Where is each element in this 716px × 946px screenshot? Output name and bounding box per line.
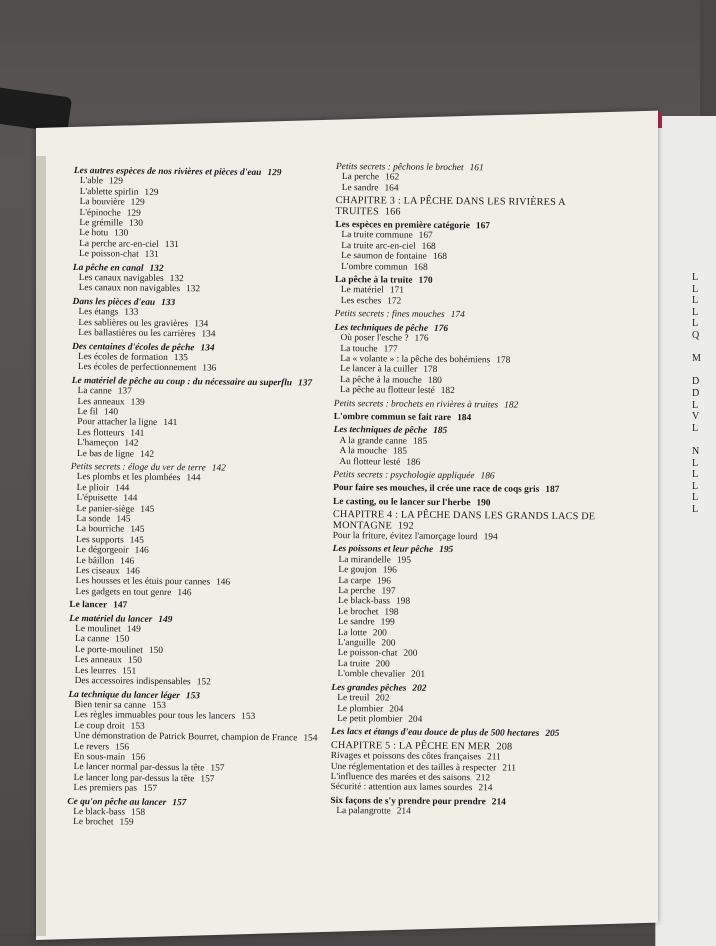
toc-entry-page: 142 [139,449,155,460]
toc-entry-page: 195 [396,555,411,566]
toc-entry-page: 153 [151,700,167,711]
toc-entry-page: 129 [130,197,145,208]
toc-entry-title: Le moulinet [75,624,121,635]
toc-entry-title: Petits secrets : éloge du ver de terre [70,461,206,474]
facing-page-letter: L [692,457,699,469]
toc-entry [333,497,619,510]
toc-entry-page: 204 [408,714,423,725]
toc-entry [333,510,619,533]
toc-entry-page: 129 [126,208,141,219]
toc-entry-title: Une démonstration de Patrick Bourret, champion de France [73,731,298,744]
toc-entry-title: Le grémille [79,218,123,229]
toc-entry-title: Petits secrets : psychologie appliquée [333,469,475,482]
toc-entry [71,449,333,462]
toc-entry-title: La truite [337,658,370,670]
toc-entry-title: Les gadgets en tout genre [75,586,172,598]
toc-entry-page: 166 [384,206,401,218]
facing-page-letter: L [692,272,699,283]
toc-entry-page: 141 [163,418,178,429]
facing-page-letter: M [692,353,701,365]
toc-entry-page: 157 [200,774,215,785]
toc-entry-page: 149 [158,614,173,625]
toc-entry-title: L'anguille [337,638,376,649]
toc-entry-title: Le hotu [79,228,109,239]
toc-entry-title: Au flotteur lesté [339,456,401,468]
toc-entry-page: 205 [545,729,560,740]
toc-entry-page: 214 [396,806,411,817]
toc-entry-title: A la grande canne [339,435,408,447]
toc-entry [334,385,620,398]
toc-entry-title: CHAPITRE 4 : LA PÊCHE DANS LES GRANDS LACS DE MONTAGNE [332,509,596,532]
toc-entry-title: La bouvière [79,197,125,208]
toc-entry-title: Les espèces en première catégorie [335,220,470,232]
toc-entry-page: 131 [144,249,159,261]
toc-entry-title: Le porte-moulinet [74,644,143,656]
toc-entry-title: La perche arc-en-ciel [79,238,159,250]
toc-entry [334,399,620,412]
toc-entry-title: Les leurres [74,665,117,677]
facing-page-letter: L [692,503,699,515]
toc-entry-page: 142 [124,438,139,449]
toc-entry-title: Le matériel du lancer [69,613,153,625]
facing-page-letter [692,342,701,354]
toc-entry-page: 152 [196,677,211,688]
toc-entry-title: L'épuisette [76,493,118,504]
facing-page-letter: L [692,318,699,330]
toc-entry-page: 129 [144,187,159,198]
toc-entry-page: 137 [117,386,132,397]
toc-entry-page: 185 [392,446,407,457]
toc-entry-title: Le sandre [337,617,375,628]
toc-entry-title: Des centaines d'écoles de pêche [72,341,195,353]
toc-entry-title: Le lancer long par-dessus la tête [73,772,195,785]
facing-page-letter: V [692,411,700,423]
toc-entry-title: Le casting, ou le lancer sur l'herbe [332,496,471,508]
toc-entry-page: 146 [134,545,149,557]
toc-entry-title: Les anneaux [77,396,125,408]
facing-page-letter: L [692,422,699,434]
toc-entry-title: Les canaux non navigables [78,283,181,295]
toc-entry-title: Pour la friture, évitez l'amorçage lourd [332,530,478,543]
toc-entry-title: La sonde [76,514,111,525]
toc-entry-title: Le black-bass [338,596,391,607]
toc-entry-page: 196 [382,565,397,576]
toc-entry-title: Le plioir [76,482,110,494]
toc-entry-page: 145 [130,525,145,536]
toc-entry [333,470,619,483]
toc-entry-title: Les ballastières ou les carrières [78,328,196,340]
toc-entry-page: 186 [406,457,421,468]
toc-entry-page: 146 [215,577,231,589]
toc-entry-title: Les grandes pêches [331,682,407,694]
toc-entry-page: 168 [413,262,428,273]
toc-entry [333,531,619,544]
toc-entry-title: Une réglementation et des tailles à respecter [330,761,497,773]
toc-entry-title: Le panier-siège [76,503,135,515]
toc-entry-page: 134 [201,329,216,340]
toc-entry [73,283,335,296]
toc-entry-title: Où poser l'esche ? [340,333,409,344]
toc-entry-title: Le petit plombier [337,713,403,725]
toc-entry [67,783,329,796]
toc-entry-title: Pour faire ses mouches, il crée une race de coqs gris [333,483,540,496]
toc-entry-page: 131 [164,239,179,250]
toc-entry-page: 170 [418,275,433,286]
toc-entry-title: La canne [74,634,110,645]
toc-entry-title: L'omble chevalier [337,669,406,680]
toc-entry-page: 198 [395,596,411,608]
toc-entry-title: Le lancer à la cuiller [340,364,418,376]
toc-entry-title: L'ablette spirlin [79,186,139,198]
facing-page-letter: L [692,399,699,411]
toc-entry-page: 200 [381,638,396,649]
toc-entry [331,669,617,682]
toc-entry-title: La perche [341,172,380,183]
toc-entry-title: Rivages et poissons des côtes françaises [330,751,482,763]
toc-entry-title: La lotte [337,627,367,638]
toc-entry-page: 201 [411,669,426,681]
page-edge [36,156,46,936]
toc-entry-page: 214 [478,783,493,794]
toc-entry [335,262,621,275]
toc-entry-page: 159 [119,817,134,829]
toc-entry-title: Le poisson-chat [79,249,139,260]
toc-entry-title: La carpe [338,575,371,586]
toc-entry-page: 129 [267,168,282,179]
toc-entry-title: La palangrotte [336,806,391,817]
toc-entry-title: La truite arc-en-ciel [341,240,416,252]
toc-entry-title: La pêche au flotteur lesté [339,385,435,396]
toc-entry-page: 157 [210,763,225,774]
toc-entry-page: 141 [130,428,145,439]
toc-entry-page: 145 [140,504,155,515]
toc-entry-title: Les étangs [78,307,119,318]
toc-entry-page: 200 [372,627,387,639]
toc-entry-page: 151 [122,666,137,677]
toc-entry-page: 212 [475,773,491,784]
toc-entry-title: Le bas de ligne [76,448,135,460]
toc-entry-page: 195 [439,545,454,556]
facing-page-letter: D [692,387,700,399]
toc-entry-title: La touche [340,343,378,354]
toc-entry-page: 197 [381,586,396,597]
toc-entry-title: A la mouche [339,446,387,457]
toc-right-column [330,162,622,819]
toc-entry-title: Les supports [76,534,124,546]
toc-entry-page: 153 [241,712,256,723]
toc-entry-title: Le dégorgeoir [75,545,129,556]
toc-entry-page: 178 [423,365,438,376]
toc-entry [336,196,622,219]
toc-entry-page: 185 [433,426,448,437]
toc-entry-page: 182 [504,400,519,411]
toc-entry-page: 172 [387,296,402,307]
toc-entry-title: L'ombre commun [341,261,408,273]
toc-entry-page: 164 [384,183,399,194]
toc-entry-title: Les écoles de perfectionnement [77,362,197,374]
toc-entry [335,296,621,309]
toc-entry-title: Le fil [77,406,99,418]
toc-entry-page: 146 [177,587,192,599]
facing-page-letter: N [692,445,700,457]
facing-page-letter: L [692,295,699,307]
toc-entry-page: 187 [545,485,560,496]
toc-entry-title: L'ombre commun se fait rare [333,411,452,423]
toc-entry-page: 180 [427,375,442,386]
toc-entry-page: 132 [185,284,201,295]
toc-entry-title: L'hameçon [77,438,119,449]
toc-entry-title: Les premiers pas [73,783,138,794]
toc-entry-title: Les autres espèces de nos rivières et pièces d'eau [73,166,262,178]
toc-entry-page: 157 [142,783,158,795]
toc-entry-title: Le matériel [340,285,384,296]
toc-entry-page: 194 [483,532,498,543]
toc-entry-title: Des accessoires indispensables [74,676,191,688]
toc-entry [72,328,334,341]
toc-entry-title: Les plombs et les plombées [76,472,181,484]
facing-page-letter: L [692,492,699,504]
toc-entry-title: Les règles immuables pour tous les lancers [74,710,236,723]
toc-entry-title: Le brochet [338,606,379,618]
toc-entry-page: 150 [115,634,130,646]
toc-entry-title: Le saumon de fontaine [341,251,427,263]
toc-entry-page: 129 [108,176,123,187]
toc-entry-title: L'able [79,176,103,187]
toc-left-column [67,166,336,830]
toc-entry-page: 200 [375,659,390,670]
toc-entry-title: La « volante » : la pêche des bohémiens [340,353,491,366]
toc-entry-page: 132 [149,263,164,274]
toc-entry-title: Le coup droit [74,720,125,732]
toc-entry-page: 136 [202,363,217,374]
toc-entry-title: Le goujon [338,565,377,576]
toc-entry-title: Les lacs et étangs d'eau douce de plus de 500 hectares [330,727,540,740]
toc-entry-title: La technique du lancer léger [68,689,180,701]
facing-page-letter [692,365,701,377]
toc-entry-title: CHAPITRE 3 : LA PÊCHE DANS LES RIVIÈRES A TRUITES [335,195,566,218]
toc-entry-page: 158 [130,807,146,818]
toc-entry-title: La canne [77,386,112,397]
toc-entry-page: 134 [194,318,209,330]
toc-entry-page: 156 [131,752,146,763]
toc-entry-title: Les housses et les étuis pour cannes [75,576,211,588]
toc-entry-title: Les techniques de pêche [333,425,428,437]
toc-entry-title: Les sablières ou les gravières [78,317,189,329]
toc-entry [335,309,621,322]
toc-entry-page: 211 [487,752,501,763]
toc-entry-page: 161 [469,163,484,174]
toc-entry-title: Sécurité : attention aux lames sourdes [330,782,473,794]
toc-entry-title: Six façons de s'y prendre pour prendre [330,795,486,808]
facing-page-letter: L [692,469,699,481]
toc-entry-page: 167 [418,231,433,242]
toc-entry-title: La pêche à la truite [334,275,413,286]
toc-entry-page: 132 [169,274,184,285]
toc-entry-page: 130 [128,218,143,229]
toc-entry-page: 157 [172,797,187,808]
toc-entry-page: 196 [376,575,391,587]
toc-entry [73,249,335,262]
toc-entry-page: 208 [496,741,513,753]
toc-entry-page: 190 [476,498,491,509]
toc-entry-title: Le brochet [73,817,114,828]
toc-entry [331,727,617,740]
toc-entry-page: 200 [403,649,418,660]
toc-entry-page: 149 [126,624,141,635]
toc-entry-title: Le poisson-chat [337,648,398,660]
toc-entry-page: 156 [115,741,130,753]
toc-entry-title: Le plombier [337,703,384,714]
toc-entry-title: Le lancer [69,600,108,611]
toc-entry-title: La truite commune [341,230,413,242]
toc-entry-title: Bien tenir sa canne [74,699,146,711]
toc-entry [333,457,619,470]
toc-entry-page: 202 [412,683,427,694]
toc-entry-title: Les canaux navigables [78,273,164,285]
toc-entry-page: 184 [457,413,472,424]
toc-entry-page: 144 [115,483,130,494]
toc-entry-page: 211 [502,763,517,774]
toc-entry-title: Le revers [73,741,110,752]
toc-entry-page: 168 [432,252,447,263]
toc-entry-page: 147 [113,600,128,611]
toc-entry [69,676,331,689]
toc-entry-title: Petits secrets : fines mouches [334,309,445,321]
toc-entry-title: L'influence des marées et des saisons [330,771,471,784]
facing-page-letters [692,272,701,515]
toc-entry-title: Petits secrets : pêchons le brochet [335,162,464,174]
toc-entry-title: Le sandre [341,182,379,194]
toc-entry [69,587,331,600]
toc-entry-page: 153 [130,721,145,732]
toc-entry [334,412,620,425]
toc-entry-page: 199 [380,617,395,628]
toc-entry [72,362,334,375]
toc-entry-title: Le black-bass [73,806,126,818]
toc-entry-page: 134 [200,342,215,353]
toc-entry-page: 177 [383,343,398,355]
toc-entry-title: Les anneaux [74,655,122,666]
facing-page-letter: L [692,480,699,492]
toc-entry-title: Le bâillon [75,555,115,567]
toc-entry-page: 146 [120,556,135,567]
toc-entry-page: 186 [480,471,495,482]
toc-entry-title: La bourriche [76,524,125,535]
facing-page [655,116,716,946]
toc-entry-page: 168 [421,241,436,252]
toc-entry-page: 137 [297,378,313,389]
toc-entry-page: 130 [114,228,129,240]
toc-entry-title: Les techniques de pêche [334,322,429,334]
toc-entry [330,782,616,795]
toc-entry-page: 150 [127,655,143,667]
toc-entry-page: 167 [475,221,491,232]
toc-entry-page: 145 [116,514,131,525]
toc-entry-page: 140 [103,407,119,418]
toc-entry-title: Dans les pièces d'eau [72,296,156,308]
facing-page-letter: L [692,306,699,318]
toc-entry-title: La pêche en canal [72,262,144,274]
toc-entry-page: 176 [433,323,449,334]
toc-entry-page: 150 [148,645,163,656]
toc-entry-title: L'épinoche [79,207,121,219]
toc-entry-title: Les ciseaux [75,566,120,577]
toc-entry-page: 182 [440,386,455,397]
toc-entry-title: Ce qu'on pêche au lancer [67,796,167,808]
toc-entry-title: La perche [338,586,376,597]
toc-entry-title: Petits secrets : brochets en rivières à truites [333,398,499,410]
toc-entry-page: 204 [389,703,404,715]
toc-entry-title: Les écoles de formation [77,351,168,363]
toc-entry-page: 145 [129,535,144,546]
toc-entry-page: 198 [384,607,399,618]
toc-entry-page: 162 [385,172,400,183]
toc-entry-page: 154 [303,733,318,744]
toc-entry-page: 133 [124,307,139,318]
toc-entry-page: 144 [123,493,138,504]
facing-page-letter: L [692,283,699,295]
toc-entry-page: 144 [186,473,201,484]
toc-entry [331,714,617,727]
toc-entry-page: 171 [389,285,404,297]
toc-entry [336,183,622,196]
toc-entry-page: 142 [211,463,226,474]
toc-entry-page: 146 [125,566,140,577]
toc-entry [333,483,619,496]
toc-entry-page: 176 [414,333,429,344]
toc-entry-page: 133 [161,297,176,308]
facing-page-letter [692,434,701,446]
toc-entry-page: 135 [173,352,188,364]
toc-entry-title: Les esches [340,295,382,307]
toc-entry-title: Le treuil [337,693,370,704]
toc-entry-title: CHAPITRE 5 : LA PÊCHE EN MER [330,739,491,753]
toc-entry-title: Pour attacher la ligne [77,417,158,429]
toc-entry-page: 202 [375,693,390,704]
toc-entry-page: 153 [185,690,201,701]
toc-entry-page: 214 [491,797,506,808]
toc-entry-title: Les poissons et leur pêche [332,544,434,556]
facing-page-letter: Q [692,329,700,341]
toc-entry-page: 185 [412,436,428,447]
toc-entry [69,600,331,613]
toc-entry-page: 139 [130,397,145,408]
toc-entry-page: 192 [397,520,414,532]
toc-entry-title: La mirandelle [338,554,391,566]
toc-entry-page: 178 [496,355,511,366]
toc-entry-title: En sous-main [73,751,126,763]
toc-entry-title: La pêche à la mouche [340,374,422,386]
toc-entry-page: 174 [450,310,465,321]
toc-entry-title: Le lancer normal par-dessus la tête [73,762,205,774]
toc-entry-title: Les flotteurs [77,427,125,439]
toc-entry-title: Le matériel de pêche au coup : du nécessaire au superflu [71,375,293,389]
facing-page-letter: D [692,376,700,388]
